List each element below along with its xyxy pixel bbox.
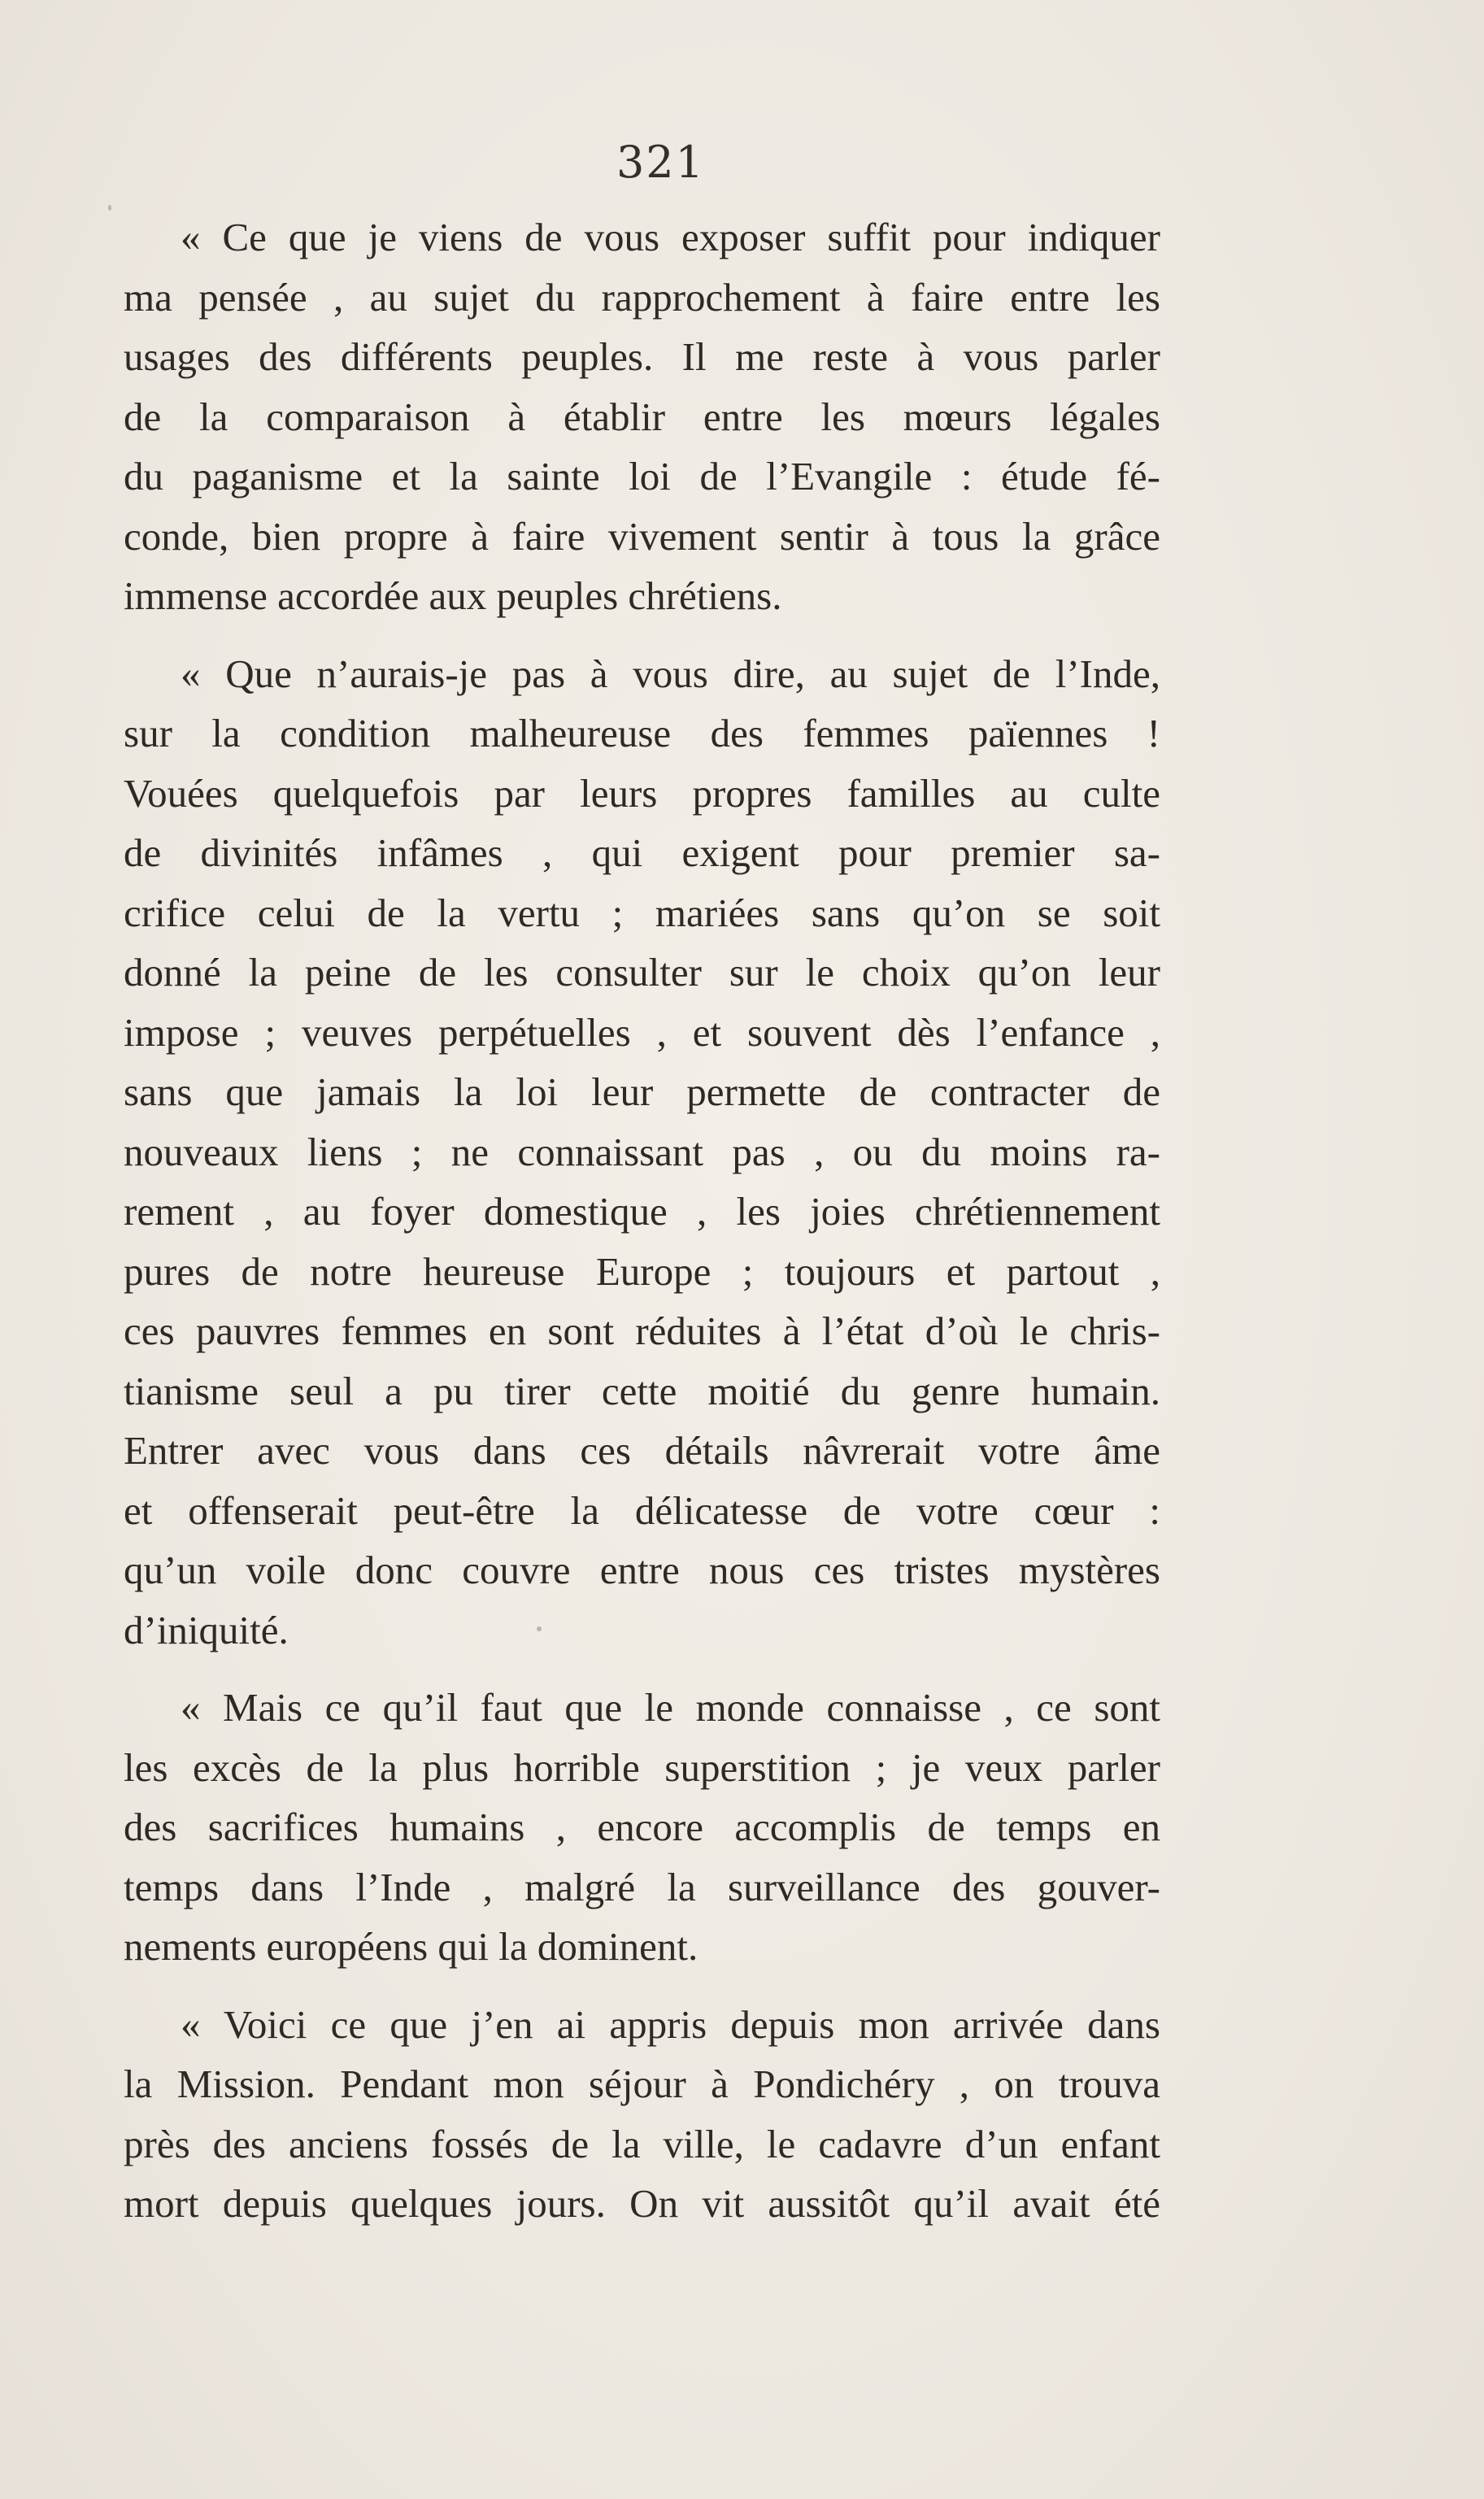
- text-line: nements européens qui la dominent.: [124, 1924, 698, 1969]
- paragraph: [124, 644, 1160, 1661]
- text-line: ma pensée , au sujet du rapprochement à faire entre les: [124, 274, 1160, 320]
- text-line: sur la condition malheureuse des femmes païennes !: [124, 711, 1160, 755]
- text-line: rement , au foyer domestique , les joies chrétiennement: [124, 1189, 1160, 1234]
- text-line: mort depuis quelques jours. On vit aussitôt qu’il avait été: [124, 2181, 1160, 2226]
- paragraph: [124, 1678, 1160, 1977]
- text-line: impose ; veuves perpétuelles , et souvent dès l’enfance ,: [124, 1009, 1160, 1055]
- text-line: Entrer avec vous dans ces détails nâvrerait votre âme: [124, 1428, 1160, 1473]
- page-number: 321: [616, 137, 706, 188]
- text-line: « Mais ce qu’il faut que le monde connaisse , ce sont: [181, 1685, 1160, 1730]
- text-line: conde, bien propre à faire vivement sentir à tous la grâce: [124, 513, 1160, 559]
- text-line: ces pauvres femmes en sont réduites à l’état d’où le chris-: [124, 1308, 1160, 1353]
- paragraph: [124, 1995, 1160, 2234]
- text-line: « Ce que je viens de vous exposer suffit pour indiquer: [181, 215, 1160, 259]
- text-line: près des anciens fossés de la ville, le cadavre d’un enfant: [124, 2121, 1160, 2166]
- text-line: de la comparaison à établir entre les mœurs légales: [124, 394, 1160, 439]
- text-line: crifice celui de la vertu ; mariées sans qu’on se soit: [124, 890, 1160, 935]
- text-line: la Mission. Pendant mon séjour à Pondichéry , on trouva: [124, 2061, 1160, 2106]
- text-line: immense accordée aux peuples chrétiens.: [124, 573, 782, 618]
- text-line: des sacrifices humains , encore accomplis de temps en: [124, 1805, 1160, 1849]
- text-line: donné la peine de les consulter sur le choix qu’on leur: [124, 950, 1160, 995]
- text-line: et offenserait peut-être la délicatesse de votre cœur :: [124, 1487, 1160, 1533]
- text-line: qu’un voile donc couvre entre nous ces tristes mystères: [124, 1548, 1160, 1592]
- paper-speck: [108, 205, 111, 211]
- text-line: d’iniquité.: [124, 1607, 289, 1652]
- text-line: pures de notre heureuse Europe ; toujours et partout ,: [124, 1248, 1160, 1294]
- text-line: « Voici ce que j’en ai appris depuis mon arrivée dans: [181, 2001, 1160, 2047]
- paragraph: [124, 207, 1160, 626]
- text-line: tianisme seul a pu tirer cette moitié du genre humain.: [124, 1368, 1160, 1413]
- text-line: sans que jamais la loi leur permette de contracter de: [124, 1069, 1160, 1114]
- text-line: temps dans l’Inde , malgré la surveillance des gouver-: [124, 1864, 1160, 1909]
- text-line: « Que n’aurais-je pas à vous dire, au sujet de l’Inde,: [181, 651, 1160, 696]
- text-line: Vouées quelquefois par leurs propres familles au culte: [124, 770, 1160, 816]
- text-line: les excès de la plus horrible superstition ; je veux parler: [124, 1744, 1160, 1790]
- text-line: du paganisme et la sainte loi de l’Evangile : étude fé-: [124, 454, 1160, 498]
- text-line: nouveaux liens ; ne connaissant pas , ou du moins ra-: [124, 1129, 1160, 1174]
- text-line: de divinités infâmes , qui exigent pour premier sa-: [124, 830, 1160, 875]
- body-text: [124, 207, 1160, 2252]
- text-line: usages des différents peuples. Il me reste à vous parler: [124, 334, 1160, 379]
